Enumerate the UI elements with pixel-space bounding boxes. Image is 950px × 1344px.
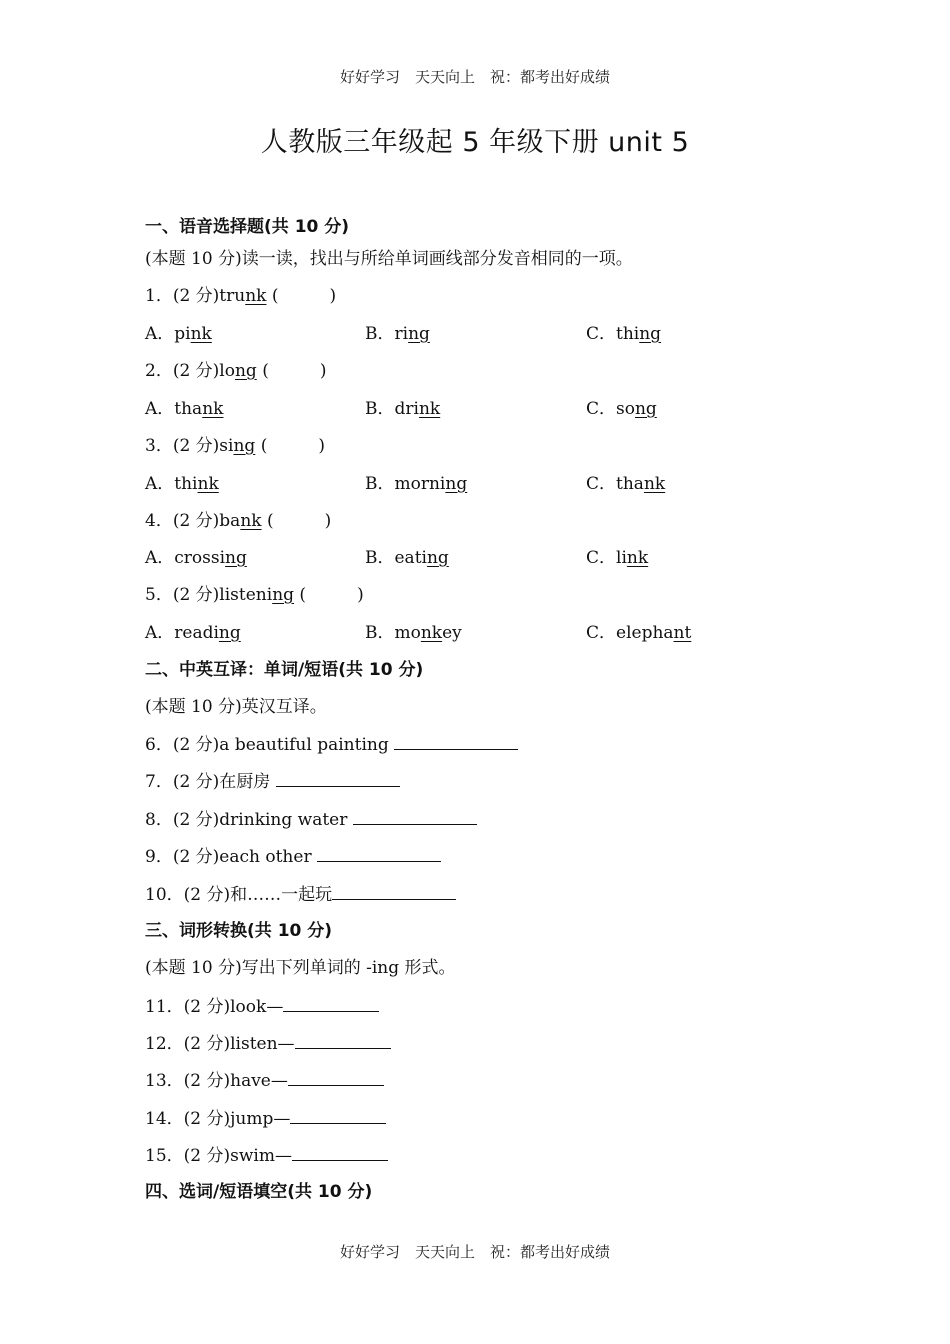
q5-option-c: C．elephant — [586, 623, 692, 643]
q3-option-a: A．think — [145, 474, 219, 494]
question-3: 3．(2 分)sing ( ) — [145, 436, 325, 456]
question-1: 1．(2 分)trunk ( ) — [145, 286, 337, 306]
answer-blank[interactable] — [292, 1144, 388, 1161]
answer-blank[interactable] — [283, 995, 379, 1012]
question-9: 9．(2 分)each other — [145, 845, 441, 868]
q2-option-a: A．thank — [145, 399, 224, 419]
q2-option-b: B．drink — [365, 399, 441, 419]
q1-option-a: A．pink — [145, 324, 212, 344]
section-heading-2: 二、中英互译：单词/短语(共 10 分) — [145, 660, 424, 680]
question-14: 14．(2 分)jump— — [145, 1107, 386, 1130]
underlined-part: ng — [272, 585, 295, 605]
question-2: 2．(2 分)long ( ) — [145, 361, 327, 381]
question-10: 10．(2 分)和……一起玩 — [145, 883, 456, 906]
answer-blank[interactable] — [317, 845, 441, 862]
question-11: 11．(2 分)look— — [145, 995, 379, 1018]
answer-blank[interactable] — [288, 1069, 384, 1086]
page-header: 好好学习 天天向上 祝：都考出好成绩 — [339, 68, 610, 86]
q1-option-b: B．ring — [365, 324, 430, 344]
question-7: 7．(2 分)在厨房 — [145, 770, 400, 793]
page-footer: 好好学习 天天向上 祝：都考出好成绩 — [339, 1243, 610, 1261]
q2-option-c: C．song — [586, 399, 657, 419]
underlined-part: nk — [245, 286, 267, 306]
underlined-part: ng — [233, 436, 256, 456]
section-instruction-2: (本题 10 分)英汉互译。 — [145, 697, 327, 717]
section-instruction-1: (本题 10 分)读一读，找出与所给单词画线部分发音相同的一项。 — [145, 249, 633, 269]
section-heading-4: 四、选词/短语填空(共 10 分) — [145, 1182, 373, 1202]
underlined-part: nk — [240, 511, 262, 531]
q4-option-b: B．eating — [365, 548, 449, 568]
q5-option-b: B．monkey — [365, 623, 462, 643]
section-instruction-3: (本题 10 分)写出下列单词的 -ing 形式。 — [145, 958, 456, 978]
answer-blank[interactable] — [332, 883, 456, 900]
question-4: 4．(2 分)bank ( ) — [145, 511, 332, 531]
question-13: 13．(2 分)have— — [145, 1069, 384, 1092]
q3-option-b: B．morning — [365, 474, 468, 494]
answer-blank[interactable] — [276, 770, 400, 787]
section-heading-3: 三、词形转换(共 10 分) — [145, 921, 333, 941]
question-15: 15．(2 分)swim— — [145, 1144, 388, 1167]
q3-option-c: C．thank — [586, 474, 666, 494]
page-title: 人教版三年级起 5 年级下册 unit 5 — [260, 127, 690, 158]
q4-option-c: C．link — [586, 548, 649, 568]
q5-option-a: A．reading — [145, 623, 241, 643]
q4-option-a: A．crossing — [145, 548, 247, 568]
q1-option-c: C．thing — [586, 324, 662, 344]
question-5: 5．(2 分)listening ( ) — [145, 585, 364, 605]
answer-blank[interactable] — [290, 1107, 386, 1124]
question-8: 8．(2 分)drinking water — [145, 808, 477, 831]
section-heading-1: 一、语音选择题(共 10 分) — [145, 217, 350, 237]
answer-blank[interactable] — [353, 808, 477, 825]
underlined-part: ng — [234, 361, 257, 381]
question-12: 12．(2 分)listen— — [145, 1032, 391, 1055]
answer-blank[interactable] — [394, 733, 518, 750]
answer-blank[interactable] — [295, 1032, 391, 1049]
question-6: 6．(2 分)a beautiful painting — [145, 733, 518, 756]
